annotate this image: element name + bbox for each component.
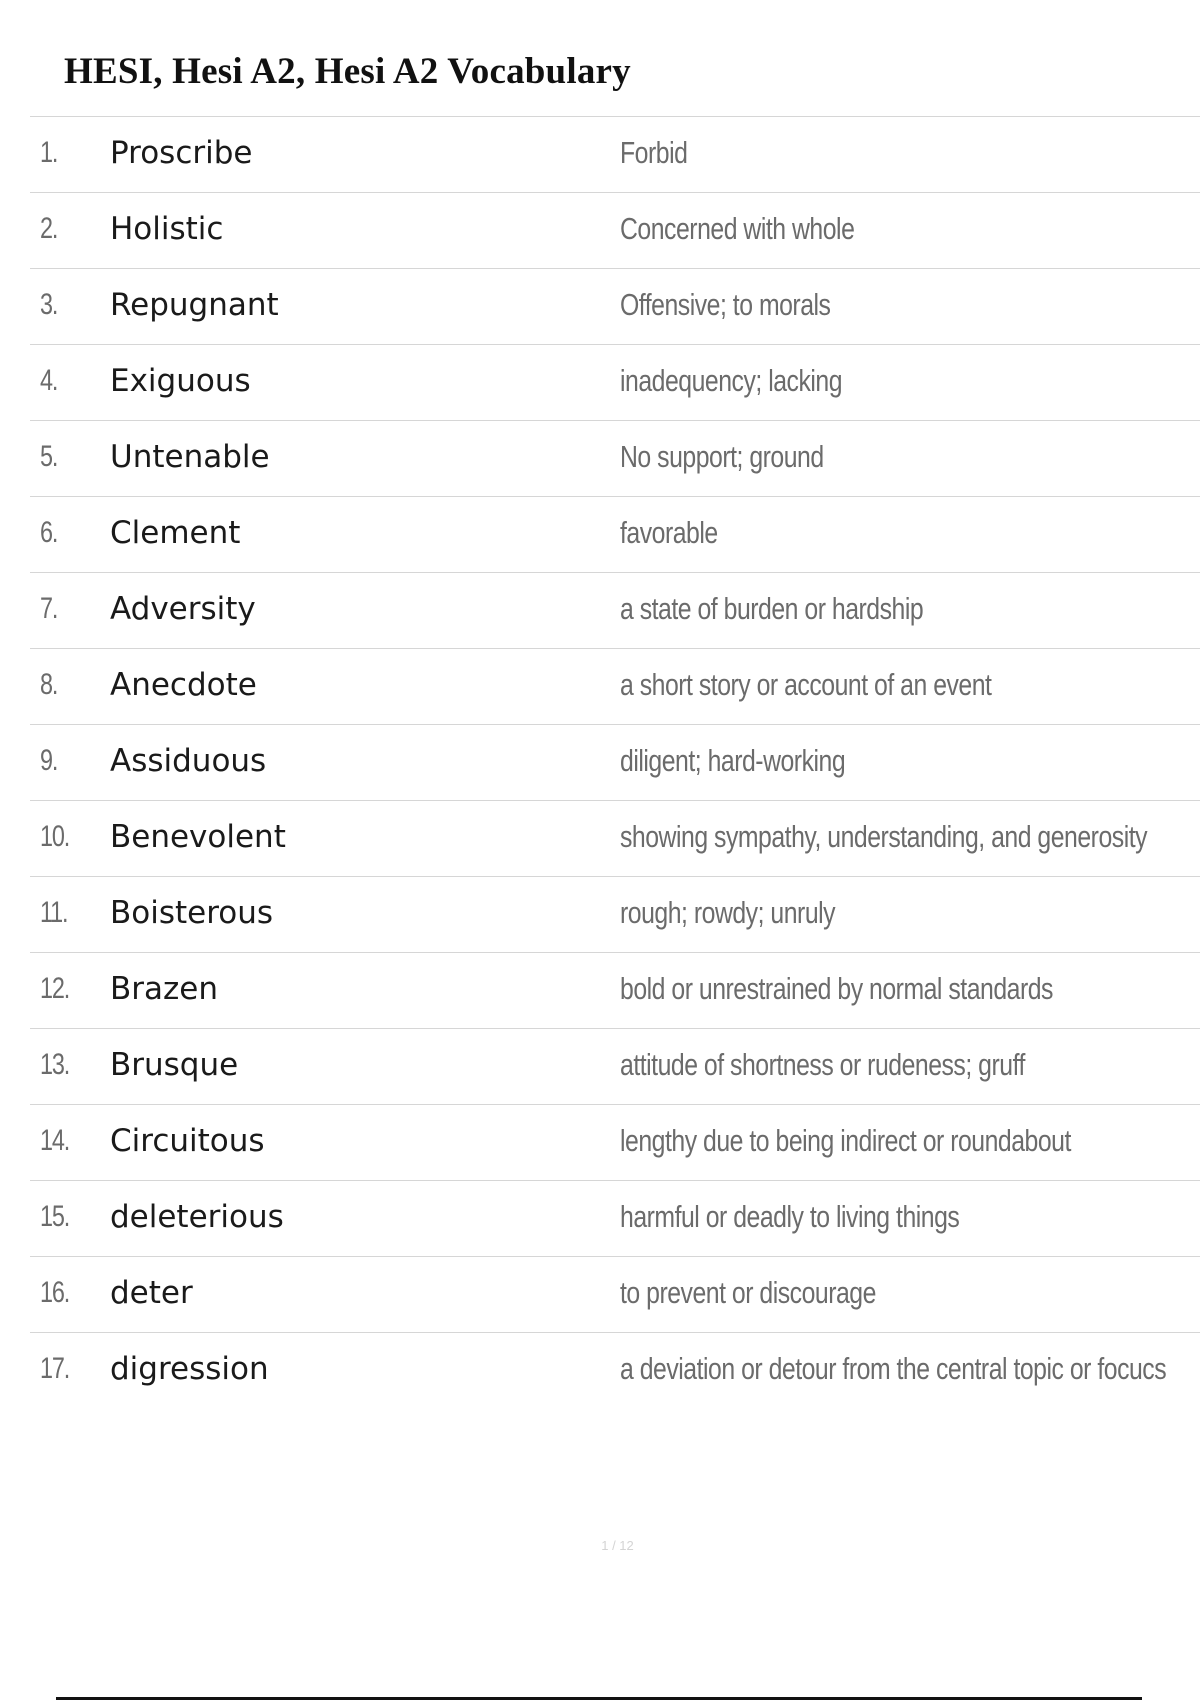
vocabulary-list <box>30 116 1200 1408</box>
vocab-row <box>30 649 1200 725</box>
vocab-definition: attitude of shortness or rudeness; gruff <box>620 1047 1025 1082</box>
row-number: 10. <box>40 820 70 853</box>
row-number: 6. <box>40 516 58 549</box>
vocab-definition: inadequency; lacking <box>620 363 843 398</box>
vocab-definition: a short story or account of an event <box>620 667 992 702</box>
vocab-term: Holistic <box>110 211 224 247</box>
vocab-definition: Concerned with whole <box>620 211 855 246</box>
row-number: 16. <box>40 1276 70 1309</box>
row-number: 8. <box>40 668 58 701</box>
vocab-term: Clement <box>110 515 241 551</box>
vocab-row <box>30 345 1200 421</box>
row-number: 12. <box>40 972 70 1005</box>
vocab-row <box>30 117 1200 193</box>
vocab-term: Repugnant <box>110 287 279 323</box>
vocab-row <box>30 877 1200 953</box>
vocab-term: Boisterous <box>110 895 274 931</box>
vocab-term: Proscribe <box>110 135 253 171</box>
vocab-definition: Forbid <box>620 135 688 170</box>
vocab-row <box>30 1105 1200 1181</box>
row-number: 3. <box>40 288 58 321</box>
vocab-term: Anecdote <box>110 667 257 703</box>
page-indicator: 1 / 12 <box>601 1538 634 1553</box>
vocab-row <box>30 1029 1200 1105</box>
vocab-term: Brusque <box>110 1047 239 1083</box>
vocab-definition: a deviation or detour from the central topic or focucs <box>620 1351 1167 1386</box>
row-number: 13. <box>40 1048 70 1081</box>
row-number: 15. <box>40 1200 70 1233</box>
vocab-definition: a state of burden or hardship <box>620 591 924 626</box>
vocab-definition: to prevent or discourage <box>620 1275 876 1310</box>
row-number: 5. <box>40 440 58 473</box>
vocab-row <box>30 269 1200 345</box>
vocab-definition: rough; rowdy; unruly <box>620 895 836 930</box>
vocab-definition: favorable <box>620 515 718 550</box>
vocab-row <box>30 1181 1200 1257</box>
vocab-row <box>30 1257 1200 1333</box>
page-title: HESI, Hesi A2, Hesi A2 Vocabulary <box>64 51 631 92</box>
row-number: 9. <box>40 744 58 777</box>
vocab-row <box>30 801 1200 877</box>
vocab-row <box>30 725 1200 801</box>
row-number: 1. <box>40 136 58 169</box>
vocab-term: Adversity <box>110 591 256 627</box>
row-number: 14. <box>40 1124 70 1157</box>
vocab-definition: No support; ground <box>620 439 824 474</box>
vocab-term: Circuitous <box>110 1123 265 1159</box>
vocab-term: deter <box>110 1275 193 1311</box>
vocab-row <box>30 1333 1200 1408</box>
vocab-row <box>30 497 1200 573</box>
row-number: 7. <box>40 592 58 625</box>
vocab-term: Assiduous <box>110 743 267 779</box>
row-number: 17. <box>40 1352 70 1385</box>
vocab-definition: lengthy due to being indirect or roundabout <box>620 1123 1071 1158</box>
row-number: 11. <box>40 896 68 929</box>
row-number: 4. <box>40 364 58 397</box>
vocab-row <box>30 953 1200 1029</box>
vocab-row <box>30 193 1200 269</box>
vocab-definition: harmful or deadly to living things <box>620 1199 960 1234</box>
vocab-term: Brazen <box>110 971 219 1007</box>
vocab-term: Exiguous <box>110 363 251 399</box>
row-number: 2. <box>40 212 58 245</box>
vocab-definition: bold or unrestrained by normal standards <box>620 971 1053 1006</box>
vocab-definition: showing sympathy, understanding, and generosity <box>620 819 1148 854</box>
vocab-term: deleterious <box>110 1199 284 1235</box>
vocab-definition: diligent; hard-working <box>620 743 846 778</box>
vocab-term: Benevolent <box>110 819 286 855</box>
vocab-term: digression <box>110 1351 269 1387</box>
vocab-row <box>30 421 1200 497</box>
vocab-definition: Offensive; to morals <box>620 287 831 322</box>
vocab-term: Untenable <box>110 439 270 475</box>
vocab-row <box>30 573 1200 649</box>
